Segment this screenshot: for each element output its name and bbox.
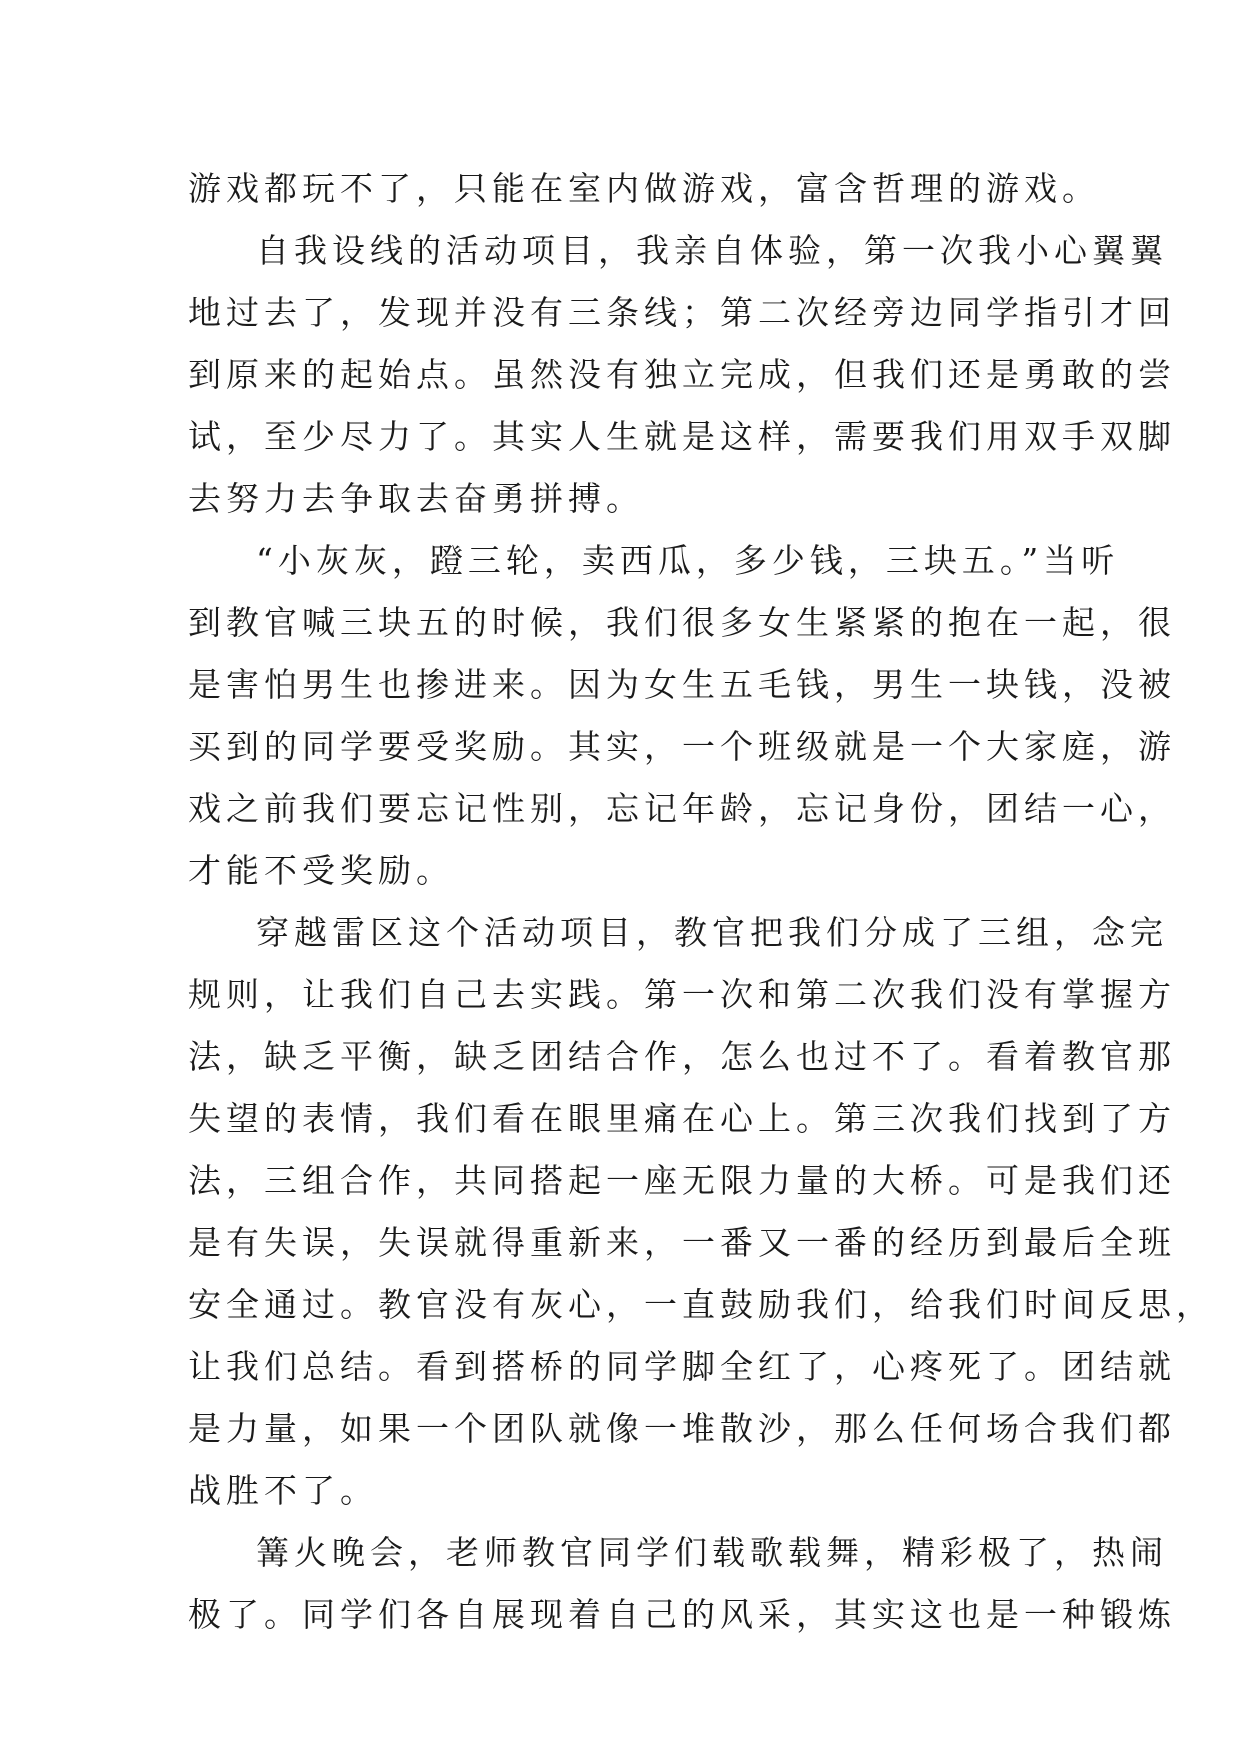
text-line: 极了。同学们各自展现着自己的风采，其实这也是一种锻炼 — [188, 1595, 1176, 1634]
text-line: 地过去了，发现并没有三条线；第二次经旁边同学指引才回 — [188, 293, 1176, 332]
text-line: 游戏都玩不了，只能在室内做游戏，富含哲理的游戏。 — [188, 169, 1100, 208]
paragraph-4 — [188, 902, 1214, 1522]
text-line: 让我们总结。看到搭桥的同学脚全红了，心疼死了。团结就 — [188, 1347, 1176, 1386]
paragraph-3 — [188, 530, 1176, 902]
text-line: 规则，让我们自己去实践。第一次和第二次我们没有掌握方 — [188, 975, 1176, 1014]
text-line: 到原来的起始点。虽然没有独立完成，但我们还是勇敢的尝 — [188, 355, 1176, 394]
text-line: 自我设线的活动项目，我亲自体验，第一次我小心翼翼 — [256, 231, 1168, 270]
text-line: 是有失误，失误就得重新来，一番又一番的经历到最后全班 — [188, 1223, 1176, 1262]
paragraph-1 — [188, 158, 1100, 220]
text-line: 是害怕男生也掺进来。因为女生五毛钱，男生一块钱，没被 — [188, 665, 1176, 704]
text-line: 试，至少尽力了。其实人生就是这样，需要我们用双手双脚 — [188, 417, 1176, 456]
text-line: 法，三组合作，共同搭起一座无限力量的大桥。可是我们还 — [188, 1161, 1176, 1200]
text-line: 戏之前我们要忘记性别，忘记年龄，忘记身份，团结一心， — [188, 789, 1176, 828]
text-line: 篝火晚会，老师教官同学们载歌载舞，精彩极了，热闹 — [256, 1533, 1168, 1572]
paragraph-2 — [188, 220, 1176, 530]
text-line: 穿越雷区这个活动项目，教官把我们分成了三组，念完 — [256, 913, 1168, 952]
text-line: 去努力去争取去奋勇拼搏。 — [188, 479, 644, 518]
text-line: 买到的同学要受奖励。其实，一个班级就是一个大家庭，游 — [188, 727, 1176, 766]
text-line: 法，缺乏平衡，缺乏团结合作，怎么也过不了。看着教官那 — [188, 1037, 1176, 1076]
text-line: 到教官喊三块五的时候，我们很多女生紧紧的抱在一起，很 — [188, 603, 1176, 642]
text-line: “小灰灰，蹬三轮，卖西瓜，多少钱，三块五。”当听 — [256, 541, 1120, 580]
paragraph-5 — [188, 1522, 1176, 1646]
text-line: 战胜不了。 — [188, 1471, 378, 1510]
document-body — [188, 158, 1214, 1646]
text-line: 是力量，如果一个团队就像一堆散沙，那么任何场合我们都 — [188, 1409, 1176, 1448]
text-line: 失望的表情，我们看在眼里痛在心上。第三次我们找到了方 — [188, 1099, 1176, 1138]
text-line: 才能不受奖励。 — [188, 851, 454, 890]
text-line: 安全通过。教官没有灰心，一直鼓励我们，给我们时间反思， — [188, 1285, 1214, 1324]
